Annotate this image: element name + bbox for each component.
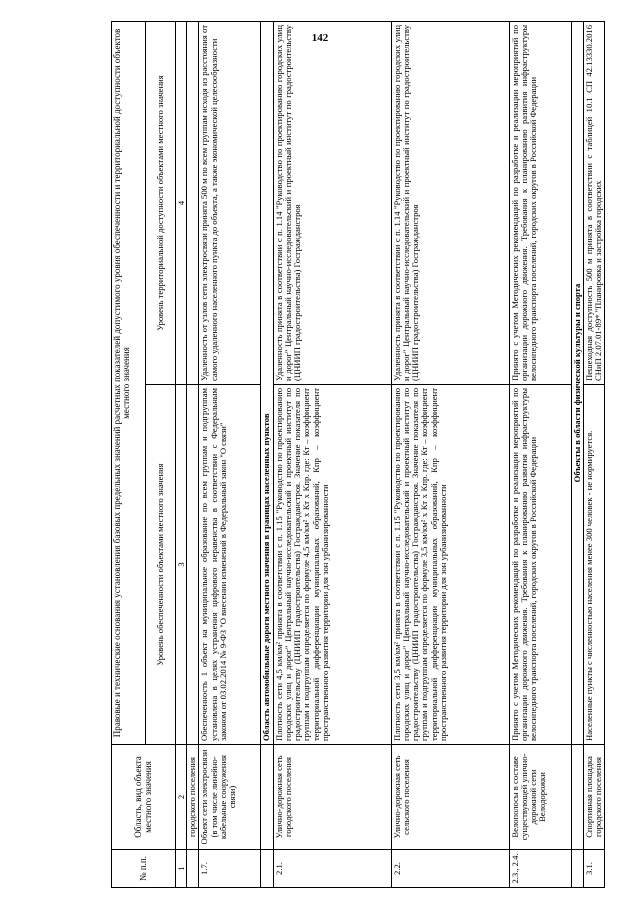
- col-number-4: 4: [176, 22, 187, 385]
- row-area: Улично-дорожная сеть городского поселения: [273, 745, 391, 850]
- row-num: 2.3., 2.4.: [509, 850, 571, 888]
- row-num: [187, 850, 199, 888]
- row-num: 1.7.: [199, 850, 261, 888]
- table-row: [391, 22, 509, 888]
- row-num: 2.2.: [391, 850, 509, 888]
- row-num: 2.1.: [273, 850, 391, 888]
- col-number-2: 2: [176, 745, 187, 850]
- norms-table: [111, 21, 605, 888]
- header-provision: Уровень обеспеченности объектами местного значения: [146, 385, 176, 745]
- row-access: Удаленность от узлов сети электросвязи принята 500 м по всем группам исходя из расстояния от самого удаленного населенного пункта до объекта, а также экономической целесообразности: [199, 22, 261, 385]
- header-group: Правовые и технические основания установления базовых предельных значений расчетных показателей допустимого уровня обеспеченности и территориальной доступности объектов местного значения: [112, 22, 146, 745]
- table-row: [583, 22, 605, 888]
- row-access: Удаленность принята в соответствии с п. 1.14 "Руководство по проектированию городских улиц и дорог" Центральный научно-исследовательский и проектный институт по градостроительству (ЦНИИП градостроительства) Госгражданстроя: [391, 22, 509, 385]
- header-access: Уровень территориальной доступности объектами местного значения: [146, 22, 176, 385]
- row-num: 3.1.: [583, 850, 605, 888]
- table-row: [187, 22, 199, 888]
- page-number: 142: [311, 32, 329, 44]
- row-area: Велополосы в составе существующей улично-дорожной сети Велодорожки: [509, 745, 571, 850]
- row-area: Объект сети электросвязи (в том числе линейно-кабельные сооружения связи): [199, 745, 261, 850]
- row-access: Принято с учетом Методических рекомендаций по разработке и реализации мероприятий по организации дорожного движения. Требования к планированию развития инфраструктуры велосипедного транспорта поселений, городских округов в Российской Федерации: [509, 22, 571, 385]
- row-area: городского поселения: [187, 745, 199, 850]
- table-row: [199, 22, 261, 888]
- row-access: [187, 22, 199, 385]
- section-title-roads: Область автомобильные дороги местного значения в границах населенных пунктов: [261, 22, 273, 745]
- row-area: Улично-дорожная сеть сельского поселения: [391, 745, 509, 850]
- table-row: [509, 22, 571, 888]
- row-access: Удаленность принята в соответствии с п. 1.14 "Руководство по проектированию городских улиц и дорог" Центральный научно-исследовательский и проектный институт по градостроительству (ЦНИИП градостроительства) Госгражданстроя: [273, 22, 391, 385]
- row-area: Спортивная площадка городского поселения: [583, 745, 605, 850]
- row-provision: Принято с учетом Методических рекомендаций по разработке и реализации мероприятий по организации дорожного движения. Требования к планированию развития инфраструктуры велосипедного транспорта поселений, городских округов в Российской Федерации: [509, 385, 571, 745]
- row-provision: Плотность сети 3,5 км/км² принята в соответствии с п. 1.15 "Руководство по проектированию городских улиц и дорог" Центральный научно-исследовательский и проектный институт по градостроительству (ЦНИИП градостроительства) Госгражданстроя. Значение показателя по группам и подгруппам определяется по формуле 3,5 км/км² х Кт х Кпр. где: Кт – коэффициент территориальной дифференциации муниципальных образований, Кпр – коэффициент пространственного развития территории для зон урбанизированности: [391, 385, 509, 745]
- section-title-sport: Объекты в области физической культуры и спорта: [571, 22, 583, 745]
- row-provision: Населенные пункты с численностью населения менее 300 человек - не нормируется.: [583, 385, 605, 745]
- section-row: [261, 22, 273, 888]
- section-row: [571, 22, 583, 888]
- row-provision: Плотность сети 4,5 км/км² принята в соответствии с п. 1.15 "Руководство по проектированию городских улиц и дорог" Центральный научно-исследовательский и проектный институт по градостроительству (ЦНИИП градостроительства) Госгражданстроя. Значение показателя по группам и подгруппам определяется по формуле 4,5 км/км² х Кт х Кпр. где: Кт – коэффициент территориальной дифференциации муниципальных образований, Кпр – коэффициент пространственного развития территории для зон урбанизированности: [273, 385, 391, 745]
- row-access: Пешеходная доступность 500 м принята в соответствии с таблицей 10.1 СП 42.13330.2016 СНиП 2.07.01-89* "Планировка и застройка городских: [583, 22, 605, 385]
- header-num: № п.п.: [112, 850, 176, 888]
- row-provision: Обеспеченность 1 объект на муниципальное образование по всем группам и подгруппам установлена в целях устранения цифрового неравенства в соответствии с Федеральным законом от 03.02.2014 № 9-ФЗ "О внесении изменений в Федеральный закон "О связи": [199, 385, 261, 745]
- col-number-3: 3: [176, 385, 187, 745]
- rotated-table-container: [111, 22, 604, 888]
- header-area: Область, вид объекта местного значения: [112, 745, 176, 850]
- row-provision: [187, 385, 199, 745]
- table-row: [273, 22, 391, 888]
- col-number-1: 1: [176, 850, 187, 888]
